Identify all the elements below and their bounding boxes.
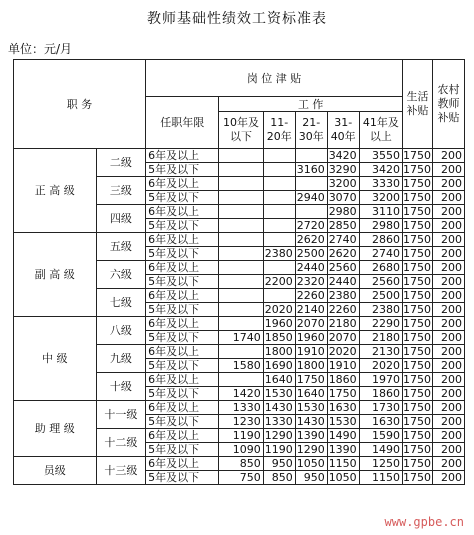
years-cell: 6年及以上 — [146, 401, 219, 415]
header-year-col: 41年及以上 — [359, 112, 402, 149]
value-cell — [295, 205, 327, 219]
value-cell: 1970 — [359, 373, 402, 387]
value-cell: 1150 — [359, 471, 402, 485]
value-cell: 1330 — [263, 415, 295, 429]
years-cell: 6年及以上 — [146, 177, 219, 191]
value-cell: 1750 — [403, 275, 432, 288]
value-cell: 1730 — [359, 401, 402, 415]
value-cell: 200 — [432, 261, 464, 275]
value-cell: 2180 — [359, 331, 402, 345]
value-cell: 2720 — [295, 219, 327, 233]
value-cell: 1530 — [327, 415, 359, 429]
value-cell: 1750 — [403, 345, 432, 358]
value-cell: 1750 — [403, 387, 432, 400]
value-cell: 200 — [432, 177, 464, 191]
value-cell: 200 — [432, 415, 464, 429]
value-cell: 1750 — [403, 191, 432, 204]
value-cell — [263, 205, 295, 219]
grade-label: 二级 — [96, 149, 146, 177]
value-cell: 200 — [432, 331, 464, 345]
years-cell: 6年及以上 — [146, 149, 219, 163]
value-cell: 1960 — [295, 331, 327, 345]
value-cell: 200 — [432, 163, 464, 177]
value-cell: 1530 — [263, 387, 295, 401]
value-cell: 3290 — [327, 163, 359, 177]
value-cell — [219, 205, 263, 219]
value-cell: 2380 — [359, 303, 402, 317]
years-cell: 5年及以下 — [146, 471, 219, 485]
value-cell — [219, 373, 263, 387]
value-cell: 2260 — [295, 289, 327, 303]
watermark: www.gpbe.cn — [384, 515, 464, 529]
value-cell: 2850 — [327, 219, 359, 233]
value-cell: 200 — [432, 401, 464, 415]
value-cell — [219, 275, 263, 289]
value-cell: 1050 — [327, 471, 359, 485]
years-cell: 5年及以下 — [146, 443, 219, 457]
value-cell: 2070 — [327, 331, 359, 345]
value-cell: 1750 — [403, 429, 432, 442]
value-cell — [295, 149, 327, 163]
value-cell: 2200 — [263, 275, 295, 289]
value-cell: 200 — [432, 275, 464, 289]
value-cell: 1190 — [263, 443, 295, 457]
years-cell: 5年及以下 — [146, 331, 219, 345]
value-cell: 200 — [432, 303, 464, 317]
table-row — [14, 457, 465, 471]
table-row — [14, 317, 465, 331]
value-cell — [263, 177, 295, 191]
value-cell: 1750 — [403, 359, 432, 372]
years-cell: 6年及以上 — [146, 457, 219, 471]
value-cell — [219, 261, 263, 275]
value-cell: 1050 — [295, 457, 327, 471]
value-cell: 2130 — [359, 345, 402, 359]
value-cell: 200 — [432, 191, 464, 205]
years-cell: 6年及以上 — [146, 429, 219, 443]
value-cell: 1750 — [403, 331, 432, 344]
years-cell: 5年及以下 — [146, 275, 219, 289]
value-cell: 3200 — [327, 177, 359, 191]
years-cell: 5年及以下 — [146, 163, 219, 177]
value-cell: 750 — [219, 471, 263, 485]
grade-label: 十三级 — [96, 457, 146, 485]
value-cell — [263, 219, 295, 233]
value-cell: 1420 — [219, 387, 263, 401]
value-cell: 950 — [263, 457, 295, 471]
salary-table — [13, 59, 465, 485]
value-cell: 2740 — [359, 247, 402, 261]
value-cell: 200 — [432, 373, 464, 387]
grade-label: 六级 — [96, 261, 146, 289]
value-cell: 1860 — [359, 387, 402, 401]
value-cell: 1850 — [263, 331, 295, 345]
value-cell: 2560 — [327, 261, 359, 275]
years-cell: 6年及以上 — [146, 205, 219, 219]
value-cell: 1800 — [263, 345, 295, 359]
value-cell: 1640 — [263, 373, 295, 387]
value-cell: 3420 — [327, 149, 359, 163]
value-cell: 200 — [432, 359, 464, 373]
value-cell: 1750 — [403, 289, 432, 302]
value-cell: 1630 — [327, 401, 359, 415]
value-cell — [219, 345, 263, 359]
grade-label: 九级 — [96, 345, 146, 373]
value-cell — [219, 149, 263, 163]
value-cell — [263, 261, 295, 275]
value-cell: 1490 — [359, 443, 402, 457]
value-cell: 2070 — [295, 317, 327, 331]
value-cell: 1750 — [403, 233, 432, 246]
value-cell: 950 — [295, 471, 327, 485]
value-cell: 1860 — [327, 373, 359, 387]
table-row — [14, 149, 465, 163]
value-cell — [219, 177, 263, 191]
value-cell: 2020 — [327, 345, 359, 359]
unit-label: 单位：元/月 — [8, 42, 73, 56]
value-cell: 1750 — [403, 457, 432, 470]
value-cell: 2500 — [359, 289, 402, 303]
group-label: 员级 — [14, 457, 97, 485]
value-cell: 2440 — [295, 261, 327, 275]
header-rural: 农村教师补贴 — [432, 60, 464, 149]
value-cell: 1580 — [219, 359, 263, 373]
value-cell: 3200 — [359, 191, 402, 205]
value-cell: 1630 — [359, 415, 402, 429]
grade-label: 十二级 — [96, 429, 146, 457]
years-cell: 6年及以上 — [146, 317, 219, 331]
years-cell: 6年及以上 — [146, 261, 219, 275]
value-cell: 3550 — [359, 149, 402, 163]
value-cell: 1750 — [403, 471, 432, 484]
header-allowance: 岗 位 津 贴 — [146, 60, 403, 97]
value-cell: 1750 — [403, 303, 432, 316]
value-cell: 2260 — [327, 303, 359, 317]
value-cell: 2740 — [327, 233, 359, 247]
value-cell — [219, 317, 263, 331]
value-cell — [263, 289, 295, 303]
value-cell: 1740 — [219, 331, 263, 345]
value-cell: 200 — [432, 205, 464, 219]
value-cell — [219, 163, 263, 177]
value-cell: 2440 — [327, 275, 359, 289]
value-cell: 3420 — [359, 163, 402, 177]
value-cell: 200 — [432, 247, 464, 261]
value-cell: 1750 — [403, 443, 432, 456]
years-cell: 5年及以下 — [146, 415, 219, 429]
value-cell: 1910 — [295, 345, 327, 359]
header-year-col: 31-40年 — [327, 112, 359, 149]
value-cell: 1330 — [219, 401, 263, 415]
value-cell — [263, 233, 295, 247]
years-cell: 5年及以下 — [146, 387, 219, 401]
value-cell: 2020 — [359, 359, 402, 373]
group-label: 副 高 级 — [14, 233, 97, 317]
header-year-col: 21-30年 — [295, 112, 327, 149]
value-cell: 1290 — [263, 429, 295, 443]
value-cell — [219, 219, 263, 233]
value-cell: 1430 — [263, 401, 295, 415]
value-cell: 200 — [432, 149, 464, 163]
value-cell: 3110 — [359, 205, 402, 219]
value-cell: 1530 — [295, 401, 327, 415]
value-cell: 2620 — [295, 233, 327, 247]
grade-label: 五级 — [96, 233, 146, 261]
value-cell: 2860 — [359, 233, 402, 247]
years-cell: 6年及以上 — [146, 345, 219, 359]
value-cell: 1750 — [295, 373, 327, 387]
value-cell: 1640 — [295, 387, 327, 401]
value-cell: 1750 — [403, 261, 432, 274]
value-cell: 1250 — [359, 457, 402, 471]
value-cell: 1390 — [327, 443, 359, 457]
value-cell: 1800 — [295, 359, 327, 373]
value-cell: 2980 — [359, 219, 402, 233]
grade-label: 七级 — [96, 289, 146, 317]
group-label: 中 级 — [14, 317, 97, 401]
value-cell: 1960 — [263, 317, 295, 331]
value-cell: 2320 — [295, 275, 327, 289]
value-cell — [263, 149, 295, 163]
group-label: 助 理 级 — [14, 401, 97, 457]
value-cell: 2020 — [263, 303, 295, 317]
value-cell: 1750 — [403, 373, 432, 386]
value-cell: 1750 — [403, 177, 432, 190]
value-cell: 1430 — [295, 415, 327, 429]
header-work: 工 作 — [219, 97, 403, 112]
value-cell: 1750 — [403, 219, 432, 232]
value-cell: 2380 — [263, 247, 295, 261]
years-cell: 6年及以上 — [146, 289, 219, 303]
years-cell: 5年及以下 — [146, 247, 219, 261]
value-cell: 200 — [432, 457, 464, 471]
group-label: 正 高 级 — [14, 149, 97, 233]
value-cell: 1390 — [295, 429, 327, 443]
header-position: 职 务 — [14, 60, 146, 149]
value-cell: 1150 — [327, 457, 359, 471]
value-cell: 1750 — [403, 205, 432, 218]
value-cell: 200 — [432, 471, 464, 485]
value-cell: 1230 — [219, 415, 263, 429]
value-cell: 200 — [432, 387, 464, 401]
grade-label: 三级 — [96, 177, 146, 205]
years-cell: 5年及以下 — [146, 191, 219, 205]
years-cell: 6年及以上 — [146, 233, 219, 247]
value-cell: 3330 — [359, 177, 402, 191]
value-cell: 850 — [263, 471, 295, 485]
header-living: 生活补贴 — [403, 60, 433, 149]
page-title: 教师基础性绩效工资标准表 — [147, 11, 327, 27]
value-cell: 2180 — [327, 317, 359, 331]
grade-label: 八级 — [96, 317, 146, 345]
value-cell: 1750 — [403, 149, 432, 162]
value-cell — [219, 289, 263, 303]
value-cell: 1750 — [403, 415, 432, 428]
header-year-col: 11-20年 — [263, 112, 295, 149]
value-cell: 200 — [432, 219, 464, 233]
value-cell — [263, 191, 295, 205]
value-cell: 1750 — [403, 247, 432, 260]
header-year-col: 10年及以下 — [219, 112, 263, 149]
value-cell — [219, 247, 263, 261]
years-cell: 5年及以下 — [146, 219, 219, 233]
value-cell — [219, 303, 263, 317]
value-cell: 200 — [432, 233, 464, 247]
table-row — [14, 233, 465, 247]
value-cell: 1590 — [359, 429, 402, 443]
value-cell: 2140 — [295, 303, 327, 317]
value-cell: 200 — [432, 429, 464, 443]
value-cell: 1290 — [295, 443, 327, 457]
value-cell: 1690 — [263, 359, 295, 373]
years-cell: 5年及以下 — [146, 359, 219, 373]
header-years: 任职年限 — [146, 97, 219, 149]
value-cell: 1190 — [219, 429, 263, 443]
table-row — [14, 401, 465, 415]
value-cell: 850 — [219, 457, 263, 471]
value-cell: 2980 — [327, 205, 359, 219]
value-cell: 1750 — [403, 163, 432, 176]
value-cell: 200 — [432, 289, 464, 303]
value-cell — [295, 177, 327, 191]
value-cell: 1090 — [219, 443, 263, 457]
grade-label: 四级 — [96, 205, 146, 233]
value-cell — [219, 191, 263, 205]
value-cell: 1910 — [327, 359, 359, 373]
value-cell: 1750 — [327, 387, 359, 401]
value-cell — [263, 163, 295, 177]
value-cell: 200 — [432, 317, 464, 331]
value-cell: 200 — [432, 443, 464, 457]
value-cell: 1750 — [403, 401, 432, 414]
years-cell: 6年及以上 — [146, 373, 219, 387]
value-cell: 1750 — [403, 317, 432, 330]
value-cell: 2680 — [359, 261, 402, 275]
value-cell: 2500 — [295, 247, 327, 261]
value-cell: 2560 — [359, 275, 402, 289]
years-cell: 5年及以下 — [146, 303, 219, 317]
value-cell: 200 — [432, 345, 464, 359]
grade-label: 十级 — [96, 373, 146, 401]
value-cell: 1490 — [327, 429, 359, 443]
value-cell: 3070 — [327, 191, 359, 205]
value-cell — [219, 233, 263, 247]
value-cell: 2940 — [295, 191, 327, 205]
grade-label: 十一级 — [96, 401, 146, 429]
value-cell: 2380 — [327, 289, 359, 303]
value-cell: 3160 — [295, 163, 327, 177]
value-cell: 2620 — [327, 247, 359, 261]
value-cell: 2290 — [359, 317, 402, 331]
